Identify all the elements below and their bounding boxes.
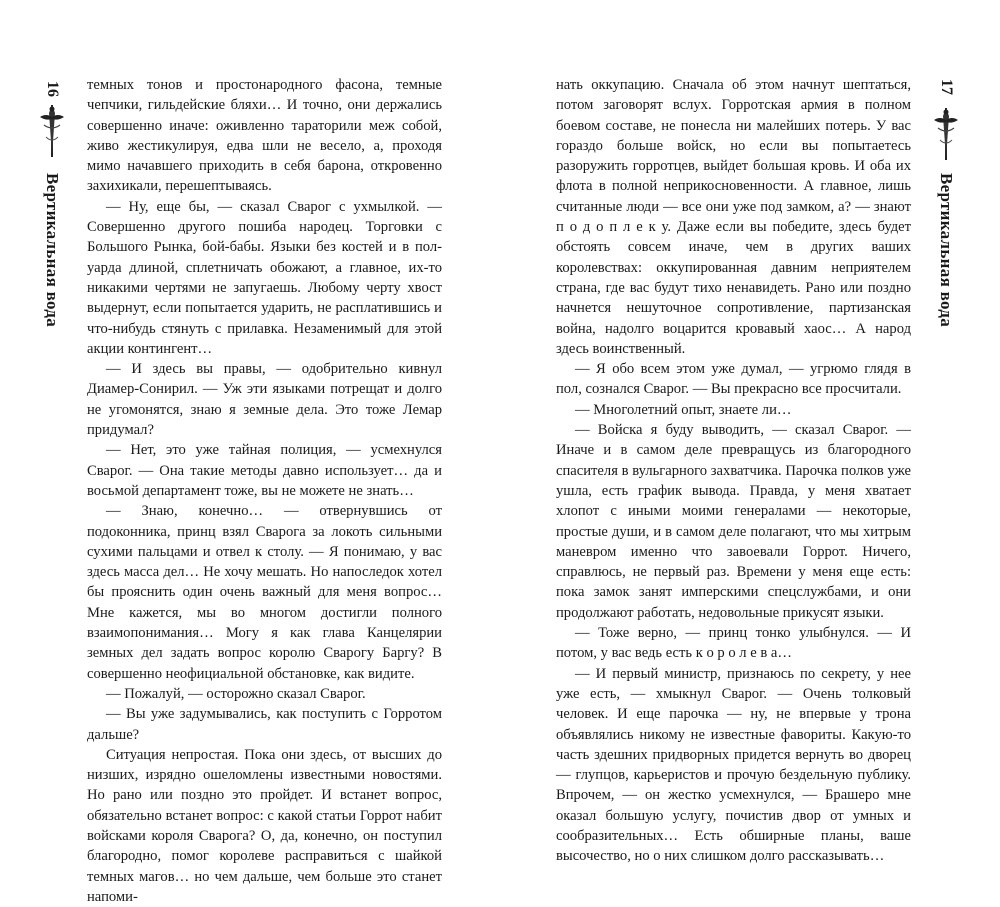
right-text-column bbox=[556, 75, 911, 867]
paragraph: — Тоже верно, — принц тонко улыбнулся. — И потом, у вас ведь есть к о р о л е в а… bbox=[556, 625, 911, 662]
page-number-left: 16 bbox=[44, 81, 61, 97]
paragraph: — Многолетний опыт, знаете ли… bbox=[575, 401, 792, 418]
paragraph: — Знаю, конечно… — отвернувшись от подоконника, принц взял Сварога за локоть сильными сухими пальцами и отвел к столу. — Я понимаю, у вас здесь масса дел… Не хочу мешать. Но напоследок хотел бы прояснить один очень важный для меня вопрос… Мне кажется, мы во многом достигли полного взаимопонимания… Могу я как глава Канцелярии земных дел задать вопрос королю Сварогу Баргу? В совершенно неофициальной обстановке, как видите. bbox=[87, 503, 442, 682]
paragraph: — Войска я буду выводить, — сказал Сварог. — Иначе и в самом деле превращусь из благородного спасителя в вульгарного захватчика. Парочка полков уже ушла, есть график вывода. Правда, у меня хватает хлопот с иными моими генералами — некоторые, простые души, и в самом деле полагают, что мы хитрым маневром именно что завоевали Горрот. Ничего, справлюсь, не первый раз. Времени у меня еще есть: пока замок занят имперскими спецслужбами, и они продолжают работать, недовольные прикусят языки. bbox=[556, 422, 911, 621]
paragraph: Ситуация непростая. Пока они здесь, от высших до низших, изрядно ошеломлены известными новостями. Но рано или поздно это пройдет. И встанет вопрос, обязательно встанет вопрос: с какой статьи Горрот набит войсками короля Сварога? О, да, конечно, он поступил благородно, помог королеве расправиться с шайкой темных магов… но чем дальше, чем больше это станет напоми- bbox=[87, 746, 442, 905]
right-margin-strip bbox=[926, 0, 966, 758]
left-text-column bbox=[87, 75, 442, 907]
paragraph: — Я обо всем этом уже думал, — угрюмо глядя в пол, сознался Сварог. — Вы прекрасно все просчитали. bbox=[556, 361, 911, 398]
page-number-right: 17 bbox=[938, 79, 955, 95]
left-page bbox=[0, 0, 500, 905]
paragraph: — И первый министр, признаюсь по секрету, у нее уже есть, — хмыкнул Сварог. — Очень толковый человек. И еще парочка — ну, не впервые у трона объявлялись никому не известные фавориты. Какую-то часть здешних придворных придется вернуть во дворец — глупцов, карьеристов и прочую бездельную публику. Впрочем, — он жестко усмехнулся, — Брашеро мне оказал большую услугу, почистив двор от умных и сообразительных… Есть обширные планы, ваше высочество, но о них слишком долго рассказывать… bbox=[556, 665, 911, 865]
paragraph: — Нет, это уже тайная полиция, — усмехнулся Сварог. — Она такие методы давно использует… да и восьмой департамент тоже, вы не можете не знать… bbox=[87, 442, 442, 499]
paragraph: — Вы уже задумывались, как поступить с Горротом дальше? bbox=[87, 706, 442, 743]
paragraph: — Ну, еще бы, — сказал Сварог с ухмылкой. — Совершенно другого пошиба народец. Торговки с Большого Рынка, бой-бабы. Языки без костей и в пол-уарда длиной, сплетничать обожают, а главное, их-то никакими чертями не запугаешь. Любому черту хвост выдернут, если попытается ударить, не расплатившись и что-нибудь стянуть с прилавка. Незаменимый для этой акции контингент… bbox=[87, 198, 442, 357]
left-margin-strip bbox=[32, 0, 72, 758]
paragraph: — Пожалуй, — осторожно сказал Сварог. bbox=[106, 685, 366, 702]
paragraph: — И здесь вы правы, — одобрительно кивнул Диамер-Сонирил. — Уж эти языками потрещат и долго не угомонятся, знаю я земные дела. Это тоже Лемар придумал? bbox=[87, 361, 442, 439]
paragraph: нать оккупацию. Сначала об этом начнут шептаться, потом заговорят вслух. Горротская армия в полном боевом составе, не понесла ни малейших потерь. У вас гораздо больше войск, но если вы попытаетесь разоружить горротцев, выйдет большая кровь. И оба их флота в полной неприкосновенности. А главное, лишь считанные люди — все они уже под замком, а? — знают п о д о п л е к у. Даже если вы победите, здесь будет обстоять совсем иначе, чем в других ваших королевствах: оккупированная давним неприятелем страна, где вас будут тихо ненавидеть. Рано или поздно начнется нешуточное сопротивление, партизанская война, надолго воцарится кровавый хаос… А народ здесь воинственный. bbox=[556, 77, 911, 357]
paragraph: темных тонов и простонародного фасона, темные чепчики, гильдейские бляхи… И точно, они держались совершенно иначе: оживленно тараторили меж собой, живо жестикулируя, едва шли не весело, а, проходя мимо начавшего приходить в себя барона, откровенно захихикали, перешептываясь. bbox=[87, 77, 442, 195]
running-title-right: Вертикальная вода bbox=[937, 173, 956, 327]
running-title-left: Вертикальная вода bbox=[43, 173, 62, 327]
